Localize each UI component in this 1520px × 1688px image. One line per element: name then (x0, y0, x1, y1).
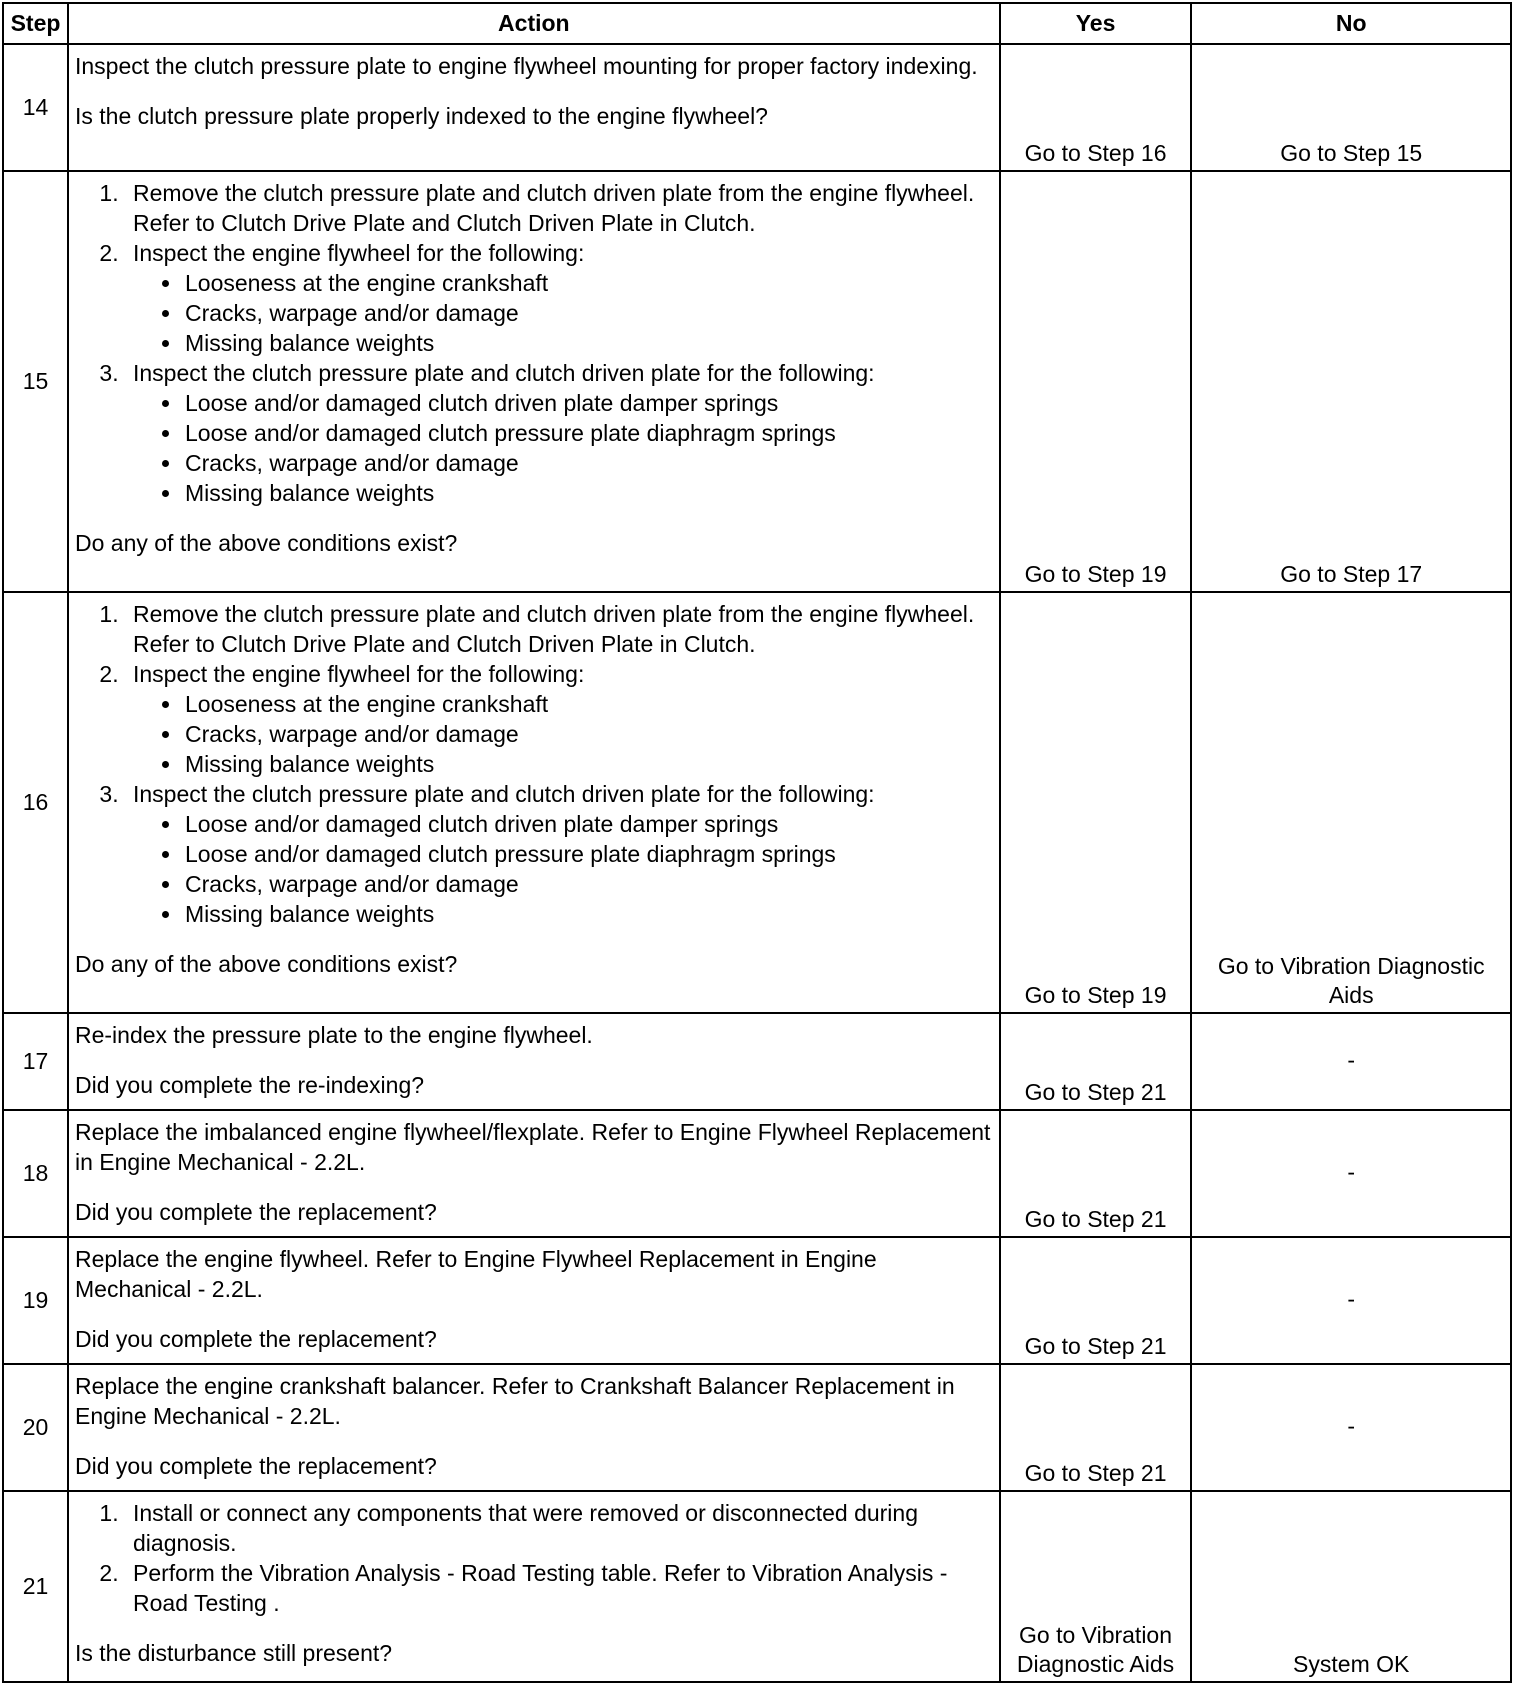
step-number: 17 (3, 1013, 68, 1110)
action-text: Replace the engine crankshaft balancer. Refer to Crankshaft Balancer Replacement in Engine Mechanical - 2.2L. (75, 1372, 955, 1429)
no-outcome: Go to Vibration Diagnostic Aids (1191, 592, 1511, 1013)
action-steps (75, 1498, 991, 1618)
action-step (125, 1558, 991, 1618)
header-row (3, 3, 1511, 44)
no-outcome: - (1191, 1013, 1511, 1110)
yes-outcome: Go to Step 21 (1000, 1237, 1192, 1364)
yes-outcome: Go to Step 16 (1000, 44, 1192, 171)
yes-outcome: Go to Step 19 (1000, 592, 1192, 1013)
action-step (125, 358, 991, 508)
condition-list (133, 809, 991, 929)
action-question: Is the disturbance still present? (75, 1639, 393, 1666)
action-text: Inspect the clutch pressure plate to engine flywheel mounting for proper factory indexing. (75, 53, 978, 79)
action-step-text: Inspect the engine flywheel for the following: (133, 239, 585, 266)
action-step (125, 178, 991, 238)
step-number: 20 (3, 1364, 68, 1491)
action-step (125, 779, 991, 929)
no-outcome: - (1191, 1364, 1511, 1491)
action-cell (68, 44, 1000, 171)
no-outcome: System OK (1191, 1491, 1511, 1682)
action-question: Did you complete the replacement? (75, 1452, 437, 1479)
action-step-text: Install or connect any components that were removed or disconnected during diagnosis. (133, 1499, 918, 1556)
condition-list (133, 689, 991, 779)
header-yes: Yes (1000, 3, 1192, 44)
table-row (3, 171, 1511, 592)
condition-item: • Missing balance weights (183, 749, 991, 779)
diagnostic-table (2, 2, 1512, 1683)
table-row (3, 1110, 1511, 1237)
action-text: Replace the imbalanced engine flywheel/flexplate. Refer to Engine Flywheel Replacement in Engine Mechanical - 2.2L. (75, 1119, 991, 1176)
action-step (125, 1498, 991, 1558)
header-step: Step (3, 3, 68, 44)
step-number: 15 (3, 171, 68, 592)
yes-outcome: Go to Step 19 (1000, 171, 1192, 592)
yes-outcome: Go to Step 21 (1000, 1110, 1192, 1237)
table-row (3, 592, 1511, 1013)
condition-list (133, 388, 991, 508)
header-action: Action (68, 3, 1000, 44)
condition-item: • Cracks, warpage and/or damage (183, 869, 991, 899)
step-number: 16 (3, 592, 68, 1013)
action-cell (68, 1364, 1000, 1491)
action-question: Did you complete the replacement? (75, 1325, 437, 1352)
condition-item: • Cracks, warpage and/or damage (183, 298, 991, 328)
action-question: Do any of the above conditions exist? (75, 951, 458, 978)
condition-item: • Loose and/or damaged clutch pressure plate diaphragm springs (183, 839, 991, 869)
action-steps (75, 178, 991, 508)
condition-item: • Cracks, warpage and/or damage (183, 719, 991, 749)
condition-list (133, 268, 991, 358)
action-cell (68, 1110, 1000, 1237)
condition-item: • Missing balance weights (183, 899, 991, 929)
step-number: 18 (3, 1110, 68, 1237)
condition-item: • Missing balance weights (183, 478, 991, 508)
action-text: Replace the engine flywheel. Refer to Engine Flywheel Replacement in Engine Mechanical - 2.2L. (75, 1245, 877, 1302)
action-steps (75, 599, 991, 929)
action-cell (68, 592, 1000, 1013)
condition-item: • Looseness at the engine crankshaft (183, 268, 991, 298)
step-number: 21 (3, 1491, 68, 1682)
action-text: Re-index the pressure plate to the engine flywheel. (75, 1022, 593, 1049)
table-row (3, 1491, 1511, 1682)
table-row (3, 1364, 1511, 1491)
yes-outcome: Go to Step 21 (1000, 1364, 1192, 1491)
action-step-text: Inspect the engine flywheel for the following: (133, 661, 585, 688)
condition-item: • Loose and/or damaged clutch driven plate damper springs (183, 809, 991, 839)
action-cell (68, 1237, 1000, 1364)
action-question: Did you complete the re-indexing? (75, 1072, 425, 1099)
condition-item: • Loose and/or damaged clutch driven plate damper springs (183, 388, 991, 418)
action-step-text: Inspect the clutch pressure plate and clutch driven plate for the following: (133, 781, 875, 808)
action-question: Do any of the above conditions exist? (75, 529, 458, 556)
condition-item: • Looseness at the engine crankshaft (183, 689, 991, 719)
action-step-text: Remove the clutch pressure plate and clutch driven plate from the engine flywheel. Refer to Clutch Drive Plate and Clutch Driven Plate in Clutch. (133, 601, 975, 658)
action-step-text: Remove the clutch pressure plate and clutch driven plate from the engine flywheel. Refer to Clutch Drive Plate and Clutch Driven Plate in Clutch. (133, 179, 975, 236)
action-question: Did you complete the replacement? (75, 1199, 437, 1226)
table-row (3, 44, 1511, 171)
action-step-text: Perform the Vibration Analysis - Road Testing table. Refer to Vibration Analysis - Road Testing . (133, 1559, 948, 1616)
step-number: 14 (3, 44, 68, 171)
table-row (3, 1237, 1511, 1364)
no-outcome: Go to Step 15 (1191, 44, 1511, 171)
step-number: 19 (3, 1237, 68, 1364)
condition-item: • Cracks, warpage and/or damage (183, 448, 991, 478)
action-cell (68, 1491, 1000, 1682)
header-no: No (1191, 3, 1511, 44)
yes-outcome: Go to Vibration Diagnostic Aids (1000, 1491, 1192, 1682)
action-cell (68, 171, 1000, 592)
action-step (125, 659, 991, 779)
action-step (125, 238, 991, 358)
condition-item: • Missing balance weights (183, 328, 991, 358)
action-step-text: Inspect the clutch pressure plate and clutch driven plate for the following: (133, 359, 875, 386)
no-outcome: - (1191, 1110, 1511, 1237)
yes-outcome: Go to Step 21 (1000, 1013, 1192, 1110)
no-outcome: Go to Step 17 (1191, 171, 1511, 592)
condition-item: • Loose and/or damaged clutch pressure plate diaphragm springs (183, 418, 991, 448)
action-step (125, 599, 991, 659)
no-outcome: - (1191, 1237, 1511, 1364)
table-row (3, 1013, 1511, 1110)
action-question: Is the clutch pressure plate properly indexed to the engine flywheel? (75, 103, 768, 129)
action-cell (68, 1013, 1000, 1110)
